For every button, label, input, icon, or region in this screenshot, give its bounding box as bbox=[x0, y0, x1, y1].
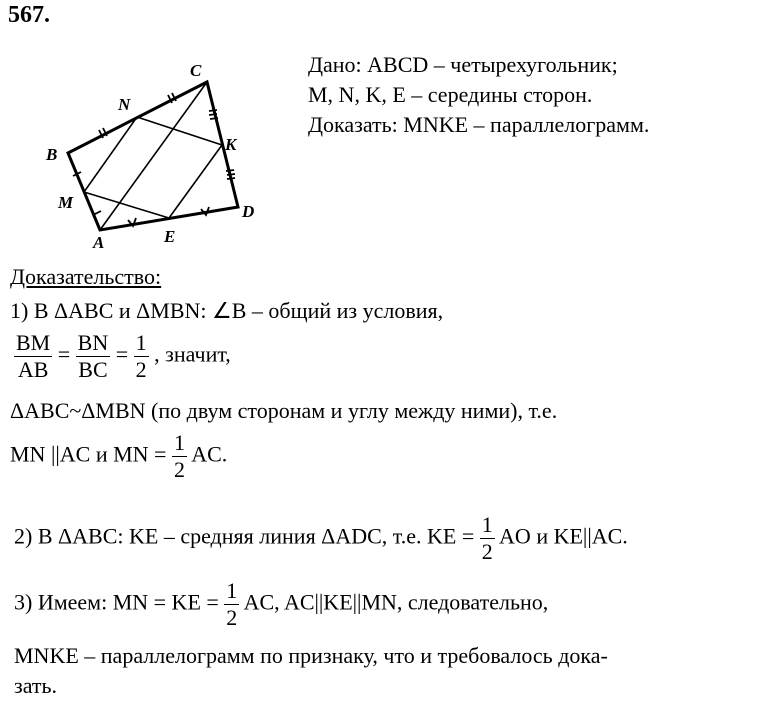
diagonal-ac bbox=[100, 82, 207, 230]
label-m: M bbox=[58, 193, 74, 212]
fraction-one-half: $\frac{1}{2}$ bbox=[173, 430, 185, 482]
given-line-3: Доказать: MNKE – параллелограмм. bbox=[308, 112, 650, 137]
label-e: E bbox=[164, 227, 176, 246]
proof-step-2: 2) В ΔABC: KE – средняя линия ΔADC, т.е. KE = $\frac{1}{2}$ AO и KE||AC. bbox=[14, 512, 628, 564]
label-k: K bbox=[225, 135, 237, 154]
proof-conclusion-line-2: зать. bbox=[14, 673, 58, 698]
proof-conclusion-line-1: MNKE – параллелограмм по признаку, что и требовалось дока- bbox=[14, 643, 608, 668]
fraction-one-half: $\frac{1}{2}$ bbox=[481, 512, 493, 564]
fraction-bm-ab: $\frac{BM}{AB}$ bbox=[16, 330, 51, 382]
fraction-one-half: $\frac{1}{2}$ bbox=[226, 578, 238, 630]
given-line-2: M, N, K, E – середины сторон. bbox=[308, 82, 593, 107]
segment-ke bbox=[169, 145, 222, 218]
fraction-one-half: $\frac{1}{2}$ bbox=[135, 330, 147, 382]
proof-heading: Доказательство: bbox=[10, 264, 162, 289]
label-d: D bbox=[242, 202, 255, 221]
proof-step-1-ratio: $\frac{BM}{AB}$ = $\frac{BN}{BC}$ = $\frac{1}{2}$ , значит, bbox=[16, 330, 231, 382]
problem-number: 567. bbox=[8, 2, 50, 28]
proof-step-3: 3) Имеем: MN = KE = $\frac{1}{2}$ AC, AC||KE||MN, следовательно, bbox=[14, 578, 549, 630]
proof-step-1-result: MN ||AC и MN = $\frac{1}{2}$ AC. bbox=[10, 430, 228, 482]
label-a: A bbox=[93, 233, 105, 252]
given-line-1: Дано: ABCD – четырехугольник; bbox=[308, 52, 618, 77]
label-n: N bbox=[118, 95, 131, 114]
label-b: B bbox=[46, 145, 58, 164]
quadrilateral-figure bbox=[0, 50, 290, 280]
fraction-bn-bc: $\frac{BN}{BC}$ bbox=[77, 330, 109, 382]
proof-step-1: 1) В ΔABC и ΔMBN: ∠B – общий из условия, bbox=[10, 298, 444, 323]
proof-step-1-similar: ΔABC~ΔMBN (по двум сторонам и углу между ними), т.е. bbox=[10, 398, 558, 423]
label-c: C bbox=[190, 61, 202, 80]
segment-mn bbox=[84, 117, 137, 192]
